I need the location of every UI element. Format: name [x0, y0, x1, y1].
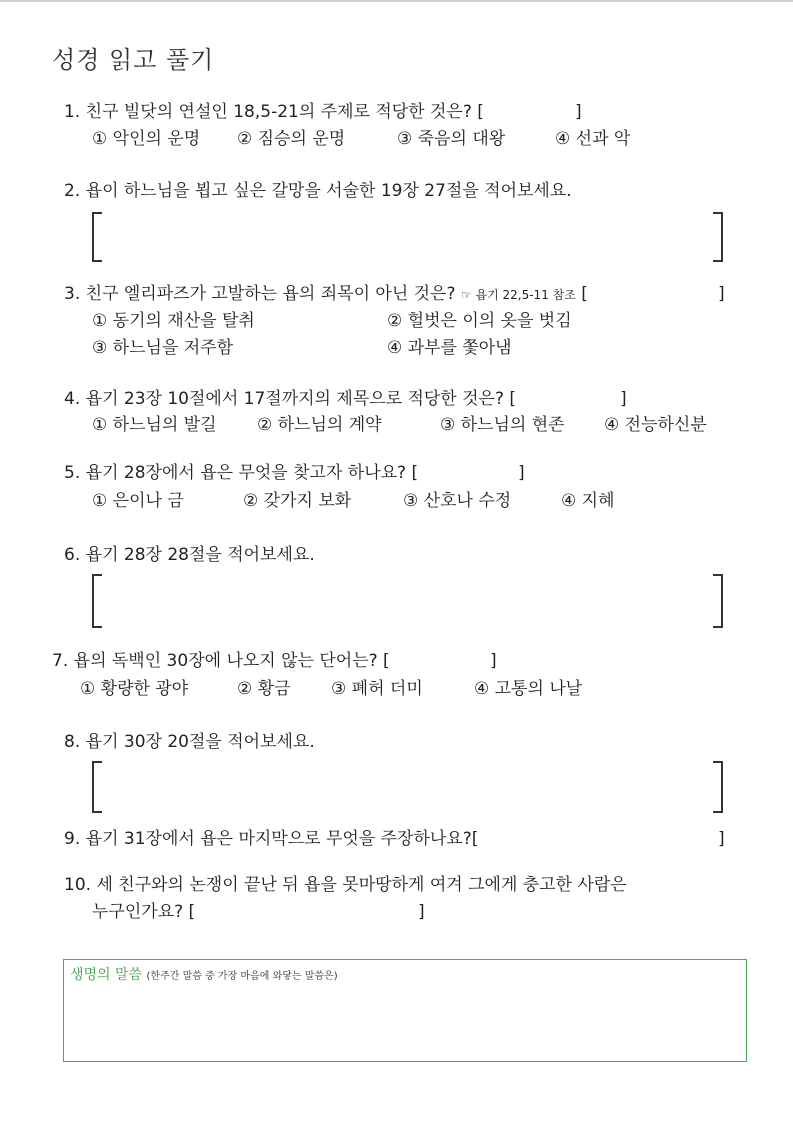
- question-8: [64, 731, 315, 753]
- question-10-number: 10.: [64, 875, 92, 895]
- question-2-text: 욥이 하느님을 뵙고 싶은 갈망을 서술한 19장 27절을 적어보세요.: [85, 181, 572, 201]
- question-7-option-4[interactable]: ④ 고통의 나날: [474, 679, 583, 699]
- question-3-option-3[interactable]: ③ 하느님을 저주함: [92, 338, 234, 358]
- question-4-option-1[interactable]: ① 하느님의 발길: [92, 415, 217, 435]
- question-7-option-2[interactable]: ② 황금: [237, 679, 291, 699]
- page-top-edge: [0, 0, 793, 2]
- question-7-option-1[interactable]: ① 황량한 광야: [80, 679, 189, 699]
- question-1: [64, 101, 484, 123]
- question-5-option-4[interactable]: ④ 지혜: [561, 491, 615, 511]
- question-4-option-4[interactable]: ④ 전능하신분: [604, 415, 707, 435]
- question-5-number: 5.: [64, 463, 81, 483]
- question-1-option-3[interactable]: ③ 죽음의 대왕: [397, 129, 506, 149]
- question-4-text: 욥기 23장 10절에서 17절까지의 제목으로 적당한 것은? [: [85, 389, 517, 409]
- question-8-text: 욥기 30장 20절을 적어보세요.: [85, 732, 315, 752]
- question-3-answer-open: [: [581, 284, 588, 304]
- question-6-answer-bracket-right: [713, 574, 723, 628]
- question-7-answer-close: ]: [490, 651, 497, 671]
- question-4-number: 4.: [64, 389, 81, 409]
- question-3-text: 친구 엘리파즈가 고발하는 욥의 죄목이 아닌 것은?: [85, 284, 456, 304]
- question-5-text: 욥기 28장에서 욥은 무엇을 찾고자 하나요? [: [85, 463, 419, 483]
- question-3-answer-close: ]: [718, 284, 725, 304]
- question-1-number: 1.: [64, 102, 81, 122]
- question-10-line-2: 누구인가요? [: [92, 902, 196, 922]
- question-1-option-2[interactable]: ② 짐승의 운명: [237, 129, 346, 149]
- question-3-option-4[interactable]: ④ 과부를 쫓아냄: [387, 338, 512, 358]
- question-4-option-2[interactable]: ② 하느님의 계약: [257, 415, 382, 435]
- question-2-answer-bracket-right: [713, 212, 723, 262]
- question-9-text: 욥기 31장에서 욥은 마지막으로 무엇을 주장하나요?[: [85, 829, 479, 849]
- question-1-text: 친구 빌닷의 연설인 18,5-21의 주제로 적당한 것은? [: [85, 102, 484, 122]
- question-3-reference: ☞ 욥기 22,5-11 참조: [460, 288, 576, 302]
- word-of-life-header: [70, 964, 338, 984]
- word-of-life-title: 생명의 말씀: [70, 967, 143, 983]
- question-7: [52, 650, 390, 672]
- question-6: [64, 544, 315, 566]
- question-9-number: 9.: [64, 829, 81, 849]
- question-8-number: 8.: [64, 732, 81, 752]
- question-5-option-3[interactable]: ③ 산호나 수정: [403, 491, 512, 511]
- question-4-option-3[interactable]: ③ 하느님의 현존: [440, 415, 565, 435]
- question-8-answer-bracket-left: [92, 761, 102, 813]
- question-5-option-2[interactable]: ② 갖가지 보화: [243, 491, 352, 511]
- question-5-option-1[interactable]: ① 은이나 금: [92, 491, 184, 511]
- question-5: [64, 462, 418, 484]
- question-2: [64, 180, 572, 202]
- question-1-option-1[interactable]: ① 악인의 운명: [92, 129, 201, 149]
- question-2-answer-bracket-left: [92, 212, 102, 262]
- question-4-answer-close: ]: [620, 389, 627, 409]
- question-4: [64, 388, 516, 410]
- question-9: [64, 828, 478, 850]
- word-of-life-subtitle: (한주간 말씀 중 가장 마음에 와닿는 말씀은): [146, 971, 338, 982]
- page-title: 성경 읽고 풀기: [52, 46, 215, 74]
- question-7-text: 욥의 독백인 30장에 나오지 않는 단어는? [: [73, 651, 390, 671]
- question-7-number: 7.: [52, 651, 69, 671]
- question-1-option-4[interactable]: ④ 선과 악: [555, 129, 631, 149]
- question-7-option-3[interactable]: ③ 폐허 더미: [331, 679, 423, 699]
- question-10-answer-close: ]: [418, 902, 425, 922]
- question-6-number: 6.: [64, 545, 81, 565]
- question-10: [64, 874, 627, 896]
- question-10-text: 세 친구와의 논쟁이 끝난 뒤 욥을 못마땅하게 여겨 그에게 충고한 사람은: [96, 875, 627, 895]
- question-3: [64, 283, 588, 306]
- question-3-option-1[interactable]: ① 동기의 재산을 탈취: [92, 311, 255, 331]
- question-3-number: 3.: [64, 284, 81, 304]
- question-8-answer-bracket-right: [713, 761, 723, 813]
- question-3-option-2[interactable]: ② 헐벗은 이의 옷을 벗김: [387, 311, 572, 331]
- question-1-answer-close: ]: [575, 102, 582, 122]
- question-6-text: 욥기 28장 28절을 적어보세요.: [85, 545, 315, 565]
- question-5-answer-close: ]: [518, 463, 525, 483]
- question-2-number: 2.: [64, 181, 81, 201]
- question-6-answer-bracket-left: [92, 574, 102, 628]
- word-of-life-box[interactable]: [63, 959, 747, 1062]
- question-9-answer-close: ]: [718, 829, 725, 849]
